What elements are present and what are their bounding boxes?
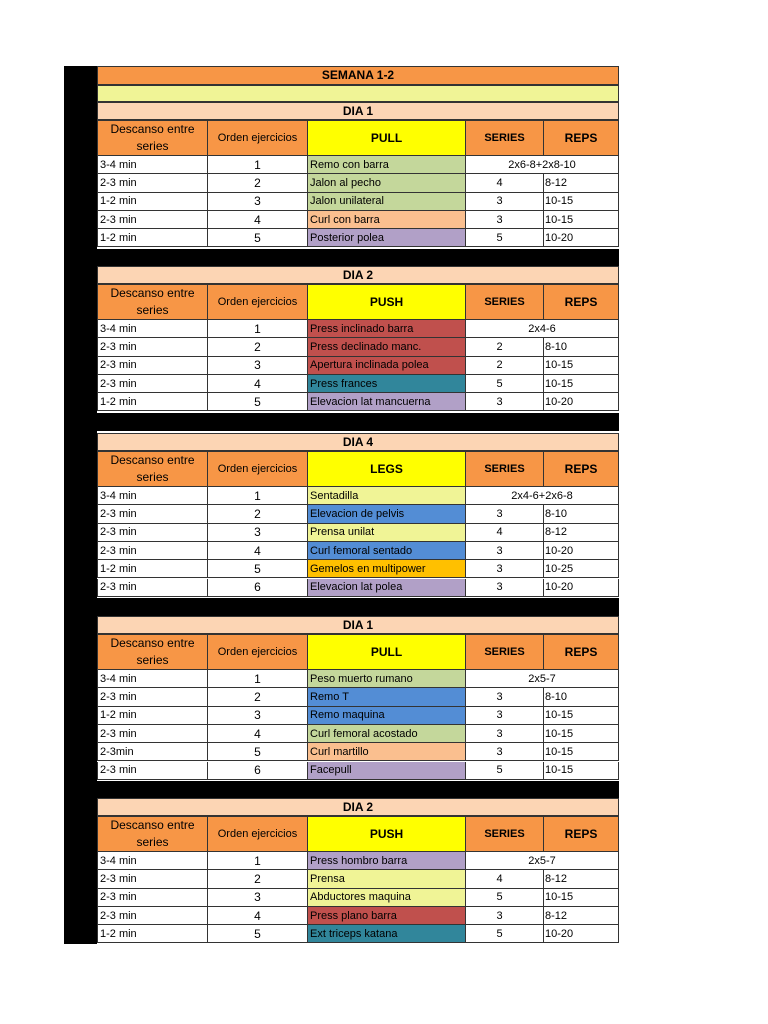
rest-cell: 3-4 min (98, 852, 208, 869)
rest-cell: 3-4 min (98, 487, 208, 504)
table-row (97, 211, 619, 229)
series-reps-cell: 2x5-7 (528, 854, 556, 867)
header-orden: Orden ejercicios (208, 817, 308, 851)
rest-cell: 2-3 min (98, 524, 208, 541)
exercise-cell: Press frances (308, 375, 466, 392)
table-row (97, 542, 619, 560)
order-cell: 4 (208, 211, 308, 228)
day-title: DIA 2 (97, 266, 619, 284)
rest-cell: 2-3 min (98, 762, 208, 779)
table-row (97, 156, 619, 174)
exercise-cell: Curl martillo (308, 743, 466, 760)
table-row (97, 670, 619, 688)
exercise-cell: Peso muerto rumano (308, 670, 466, 687)
rest-cell: 2-3 min (98, 870, 208, 887)
series-cell: 3 (466, 211, 544, 228)
table-row (97, 375, 619, 393)
exercise-cell: Curl con barra (308, 211, 466, 228)
exercise-cell: Press hombro barra (308, 852, 466, 869)
order-cell: 2 (208, 338, 308, 355)
rest-cell: 1-2 min (98, 393, 208, 410)
reps-cell: 10-15 (545, 727, 574, 740)
table-row (97, 925, 619, 943)
rest-cell: 3-4 min (98, 670, 208, 687)
order-cell: 4 (208, 375, 308, 392)
reps-cell: 8-10 (545, 507, 568, 520)
table-header (97, 451, 619, 487)
exercise-cell: Curl femoral sentado (308, 542, 466, 559)
exercise-cell: Sentadilla (308, 487, 466, 504)
header-descanso: Descanso entre series (98, 121, 208, 155)
series-cell: 2 (466, 357, 544, 374)
rest-cell: 2-3 min (98, 338, 208, 355)
table-row (97, 907, 619, 925)
rest-cell: 2-3 min (98, 688, 208, 705)
series-cell: 5 (466, 229, 544, 246)
reps-cell: 10-15 (545, 213, 574, 226)
table-row (97, 174, 619, 192)
exercise-cell: Remo T (308, 688, 466, 705)
order-cell: 1 (208, 487, 308, 504)
table-row (97, 870, 619, 888)
order-cell: 4 (208, 542, 308, 559)
series-cell: 5 (466, 889, 544, 906)
exercise-cell: Elevacion de pelvis (308, 505, 466, 522)
table-row (97, 579, 619, 597)
table-row (97, 193, 619, 211)
order-cell: 3 (208, 193, 308, 210)
order-cell: 2 (208, 870, 308, 887)
order-cell: 1 (208, 320, 308, 337)
order-cell: 4 (208, 907, 308, 924)
reps-cell: 8-10 (545, 690, 568, 703)
order-cell: 2 (208, 688, 308, 705)
series-cell: 3 (466, 193, 544, 210)
table-row (97, 338, 619, 356)
rest-cell: 3-4 min (98, 156, 208, 173)
order-cell: 1 (208, 156, 308, 173)
order-cell: 1 (208, 852, 308, 869)
reps-cell: 10-20 (545, 927, 574, 940)
header-reps: REPS (544, 285, 618, 319)
series-cell: 3 (466, 393, 544, 410)
header-series: SERIES (466, 121, 544, 155)
series-cell: 2 (466, 338, 544, 355)
header-orden: Orden ejercicios (208, 635, 308, 669)
exercise-cell: Remo con barra (308, 156, 466, 173)
exercise-cell: Ext triceps katana (308, 925, 466, 942)
table-header (97, 284, 619, 320)
series-cell: 3 (466, 579, 544, 596)
exercise-cell: Abductores maquina (308, 889, 466, 906)
day-title: DIA 2 (97, 798, 619, 816)
exercise-cell: Posterior polea (308, 229, 466, 246)
rest-cell: 2-3 min (98, 211, 208, 228)
order-cell: 3 (208, 889, 308, 906)
order-cell: 3 (208, 707, 308, 724)
order-cell: 3 (208, 524, 308, 541)
exercise-cell: Press inclinado barra (308, 320, 466, 337)
exercise-cell: Remo maquina (308, 707, 466, 724)
table-row (97, 524, 619, 542)
separator-bar (97, 598, 619, 616)
rest-cell: 1-2 min (98, 193, 208, 210)
exercise-cell: Jalon al pecho (308, 174, 466, 191)
order-cell: 4 (208, 725, 308, 742)
series-reps-cell: 2x4-6 (528, 322, 556, 335)
rest-cell: 1-2 min (98, 707, 208, 724)
table-header (97, 816, 619, 852)
exercise-cell: Prensa (308, 870, 466, 887)
order-cell: 5 (208, 393, 308, 410)
exercise-cell: Press declinado manc. (308, 338, 466, 355)
header-exercise-type: PUSH (308, 817, 466, 851)
reps-cell: 10-20 (545, 581, 574, 594)
reps-cell: 8-12 (545, 872, 568, 885)
exercise-cell: Gemelos en multipower (308, 560, 466, 577)
series-cell: 5 (466, 925, 544, 942)
order-cell: 6 (208, 762, 308, 779)
rest-cell: 2-3 min (98, 542, 208, 559)
table-header (97, 120, 619, 156)
exercise-cell: Elevacion lat polea (308, 579, 466, 596)
reps-cell: 10-20 (545, 231, 574, 244)
day-title: DIA 1 (97, 102, 619, 120)
order-cell: 2 (208, 505, 308, 522)
exercise-cell: Elevacion lat mancuerna (308, 393, 466, 410)
order-cell: 5 (208, 560, 308, 577)
header-orden: Orden ejercicios (208, 121, 308, 155)
series-cell: 3 (466, 688, 544, 705)
header-exercise-type: LEGS (308, 452, 466, 486)
rest-cell: 2-3 min (98, 579, 208, 596)
series-reps-cell: 2x5-7 (528, 672, 556, 685)
series-cell: 3 (466, 707, 544, 724)
header-exercise-type: PUSH (308, 285, 466, 319)
series-cell: 3 (466, 725, 544, 742)
spacer-row (97, 85, 619, 102)
series-cell: 3 (466, 743, 544, 760)
header-descanso: Descanso entre series (98, 452, 208, 486)
reps-cell: 8-12 (545, 176, 568, 189)
exercise-cell: Facepull (308, 762, 466, 779)
exercise-cell: Jalon unilateral (308, 193, 466, 210)
header-reps: REPS (544, 452, 618, 486)
series-cell: 3 (466, 542, 544, 559)
order-cell: 1 (208, 670, 308, 687)
series-reps-cell: 2x6-8+2x8-10 (508, 158, 576, 171)
order-cell: 3 (208, 357, 308, 374)
header-orden: Orden ejercicios (208, 285, 308, 319)
exercise-cell: Apertura inclinada polea (308, 357, 466, 374)
header-series: SERIES (466, 635, 544, 669)
reps-cell: 10-20 (545, 544, 574, 557)
reps-cell: 10-15 (545, 195, 574, 208)
reps-cell: 8-12 (545, 526, 568, 539)
series-cell: 3 (466, 907, 544, 924)
reps-cell: 10-15 (545, 745, 574, 758)
table-row (97, 560, 619, 578)
reps-cell: 10-15 (545, 377, 574, 390)
header-exercise-type: PULL (308, 121, 466, 155)
rest-cell: 3-4 min (98, 320, 208, 337)
table-row (97, 487, 619, 505)
rest-cell: 2-3 min (98, 375, 208, 392)
rest-cell: 2-3 min (98, 725, 208, 742)
rest-cell: 2-3 min (98, 357, 208, 374)
table-row (97, 688, 619, 706)
table-row (97, 707, 619, 725)
header-reps: REPS (544, 817, 618, 851)
reps-cell: 8-10 (545, 340, 568, 353)
series-cell: 3 (466, 505, 544, 522)
day-title: DIA 4 (97, 433, 619, 451)
header-reps: REPS (544, 121, 618, 155)
order-cell: 6 (208, 579, 308, 596)
table-row (97, 229, 619, 247)
rest-cell: 2-3 min (98, 174, 208, 191)
header-reps: REPS (544, 635, 618, 669)
rest-cell: 1-2 min (98, 925, 208, 942)
header-series: SERIES (466, 452, 544, 486)
reps-cell: 10-25 (545, 562, 574, 575)
exercise-cell: Curl femoral acostado (308, 725, 466, 742)
order-cell: 5 (208, 743, 308, 760)
header-series: SERIES (466, 285, 544, 319)
header-series: SERIES (466, 817, 544, 851)
series-cell: 4 (466, 174, 544, 191)
order-cell: 5 (208, 229, 308, 246)
series-cell: 5 (466, 375, 544, 392)
table-header (97, 634, 619, 670)
series-cell: 4 (466, 524, 544, 541)
series-reps-cell: 2x4-6+2x6-8 (511, 489, 573, 502)
header-exercise-type: PULL (308, 635, 466, 669)
series-cell: 3 (466, 560, 544, 577)
table-row (97, 505, 619, 523)
table-row (97, 743, 619, 761)
exercise-cell: Press plano barra (308, 907, 466, 924)
table-row (97, 725, 619, 743)
reps-cell: 10-15 (545, 891, 574, 904)
day-title: DIA 1 (97, 616, 619, 634)
separator-bar (97, 413, 619, 431)
black-margin-column (64, 66, 97, 944)
table-row (97, 762, 619, 780)
table-row (97, 357, 619, 375)
rest-cell: 2-3min (98, 743, 208, 760)
table-row (97, 320, 619, 338)
header-descanso: Descanso entre series (98, 635, 208, 669)
reps-cell: 10-20 (545, 395, 574, 408)
header-descanso: Descanso entre series (98, 817, 208, 851)
rest-cell: 2-3 min (98, 907, 208, 924)
order-cell: 5 (208, 925, 308, 942)
table-row (97, 889, 619, 907)
reps-cell: 10-15 (545, 709, 574, 722)
header-descanso: Descanso entre series (98, 285, 208, 319)
order-cell: 2 (208, 174, 308, 191)
week-title: SEMANA 1-2 (97, 66, 619, 85)
exercise-cell: Prensa unilat (308, 524, 466, 541)
reps-cell: 10-15 (545, 764, 574, 777)
reps-cell: 8-12 (545, 909, 568, 922)
reps-cell: 10-15 (545, 359, 574, 372)
header-orden: Orden ejercicios (208, 452, 308, 486)
rest-cell: 1-2 min (98, 229, 208, 246)
series-cell: 5 (466, 762, 544, 779)
rest-cell: 2-3 min (98, 889, 208, 906)
rest-cell: 1-2 min (98, 560, 208, 577)
rest-cell: 2-3 min (98, 505, 208, 522)
series-cell: 4 (466, 870, 544, 887)
table-row (97, 852, 619, 870)
table-row (97, 393, 619, 411)
separator-bar (97, 249, 619, 267)
separator-bar (97, 781, 619, 799)
